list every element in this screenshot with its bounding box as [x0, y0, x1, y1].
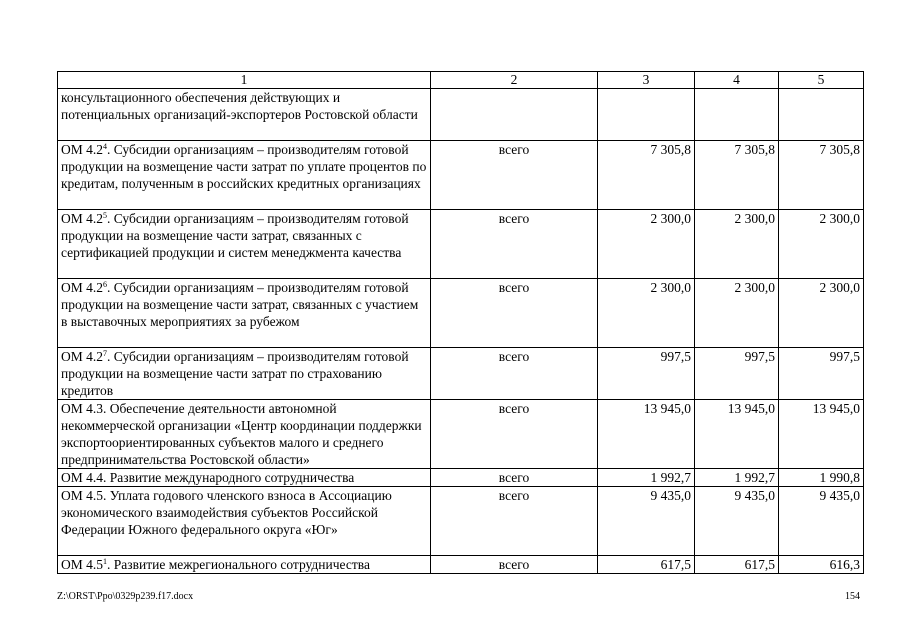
value-cell: 13 945,0 — [695, 400, 779, 469]
measure-name-text: . Субсидии организациям – производителям готовой продукции на возмещение части затрат по страхованию кредитов — [61, 349, 409, 398]
value-cell: 7 305,8 — [598, 141, 695, 210]
measure-name-cell — [58, 487, 431, 556]
measure-superscript: 1 — [103, 557, 108, 566]
value-cell: 2 300,0 — [598, 210, 695, 279]
measure-name-text: ОМ 4.2 — [61, 280, 104, 295]
measure-name-cell — [58, 210, 431, 279]
table-row — [58, 89, 864, 141]
value-cell: 1 990,8 — [779, 469, 864, 487]
value-cell: 2 300,0 — [779, 210, 864, 279]
measure-name-text: . Субсидии организациям – производителям готовой продукции на возмещение части затрат по уплате процентов по кредитам, полученным в российских кредитных организациях — [61, 142, 427, 191]
value-cell: 616,3 — [779, 556, 864, 574]
value-cell: 997,5 — [695, 348, 779, 400]
value-cell: 7 305,8 — [695, 141, 779, 210]
funding-type-cell: всего — [431, 556, 598, 574]
value-cell: 13 945,0 — [598, 400, 695, 469]
value-cell: 9 435,0 — [695, 487, 779, 556]
measure-name-cell — [58, 279, 431, 348]
column-header: 4 — [695, 72, 779, 89]
measure-name-text: ОМ 4.5 — [61, 557, 104, 572]
column-header: 1 — [58, 72, 431, 89]
table-row — [58, 279, 864, 348]
measure-name-cell — [58, 141, 431, 210]
measure-superscript: 7 — [103, 349, 108, 358]
table-row — [58, 556, 864, 574]
value-cell: 13 945,0 — [779, 400, 864, 469]
measure-name-text: . Субсидии организациям – производителям готовой продукции на возмещение части затрат, связанных с сертификацией продукции и систем менеджмента качества — [61, 211, 409, 260]
funding-type-cell: всего — [431, 141, 598, 210]
value-cell: 617,5 — [598, 556, 695, 574]
value-cell: 617,5 — [695, 556, 779, 574]
funding-type-cell: всего — [431, 469, 598, 487]
funding-type-cell: всего — [431, 487, 598, 556]
measure-superscript: 6 — [103, 280, 108, 289]
measure-name-text: ОМ 4.2 — [61, 211, 104, 226]
table-row — [58, 400, 864, 469]
table-header-row — [58, 72, 864, 89]
table-row — [58, 469, 864, 487]
value-cell: 2 300,0 — [695, 210, 779, 279]
value-cell: 997,5 — [779, 348, 864, 400]
column-header: 5 — [779, 72, 864, 89]
measure-name-text: ОМ 4.4. Развитие международного сотрудничества — [61, 470, 355, 485]
measure-name-text: . Субсидии организациям – производителям готовой продукции на возмещение части затрат, связанных с участием в выставочных мероприятиях за рубежом — [61, 280, 419, 329]
measure-name-cell — [58, 556, 431, 574]
value-cell: 7 305,8 — [779, 141, 864, 210]
value-cell: 2 300,0 — [598, 279, 695, 348]
measure-name-text: ОМ 4.5. Уплата годового членского взноса в Ассоциацию экономического взаимодействия субъектов Российской Федерации Южного федерального округа «Юг» — [61, 488, 392, 537]
value-cell: 997,5 — [598, 348, 695, 400]
value-cell: 1 992,7 — [598, 469, 695, 487]
funding-type-cell: всего — [431, 279, 598, 348]
table-row — [58, 141, 864, 210]
column-header: 2 — [431, 72, 598, 89]
measure-superscript: 4 — [103, 142, 108, 151]
budget-table — [57, 71, 864, 574]
funding-type-cell — [431, 89, 598, 141]
measure-name-cell — [58, 469, 431, 487]
value-cell: 1 992,7 — [695, 469, 779, 487]
funding-type-cell: всего — [431, 210, 598, 279]
measure-name-cell — [58, 348, 431, 400]
value-cell — [598, 89, 695, 141]
funding-type-cell: всего — [431, 400, 598, 469]
measure-name-text: ОМ 4.2 — [61, 349, 104, 364]
value-cell: 9 435,0 — [779, 487, 864, 556]
value-cell: 9 435,0 — [598, 487, 695, 556]
footer-file-path: Z:\ORST\Ppo\0329p239.f17.docx — [57, 591, 194, 602]
table-row — [58, 210, 864, 279]
column-header: 3 — [598, 72, 695, 89]
measure-superscript: 5 — [103, 211, 108, 220]
measure-name-cell — [58, 89, 431, 141]
funding-type-cell: всего — [431, 348, 598, 400]
measure-name-text: консультационного обеспечения действующих и потенциальных организаций-экспортеров Ростовской области — [61, 90, 418, 122]
value-cell: 2 300,0 — [695, 279, 779, 348]
table-row — [58, 487, 864, 556]
table-row — [58, 348, 864, 400]
measure-name-text: ОМ 4.3. Обеспечение деятельности автономной некоммерческой организации «Центр координации поддержки экспортоориентированных субъектов малого и среднего предпринимательства Ростовской области» — [61, 401, 422, 467]
value-cell: 2 300,0 — [779, 279, 864, 348]
value-cell — [779, 89, 864, 141]
footer-page-number: 154 — [845, 591, 860, 602]
measure-name-cell — [58, 400, 431, 469]
value-cell — [695, 89, 779, 141]
measure-name-text: ОМ 4.2 — [61, 142, 104, 157]
measure-name-text: . Развитие межрегионального сотрудничества — [107, 557, 370, 572]
